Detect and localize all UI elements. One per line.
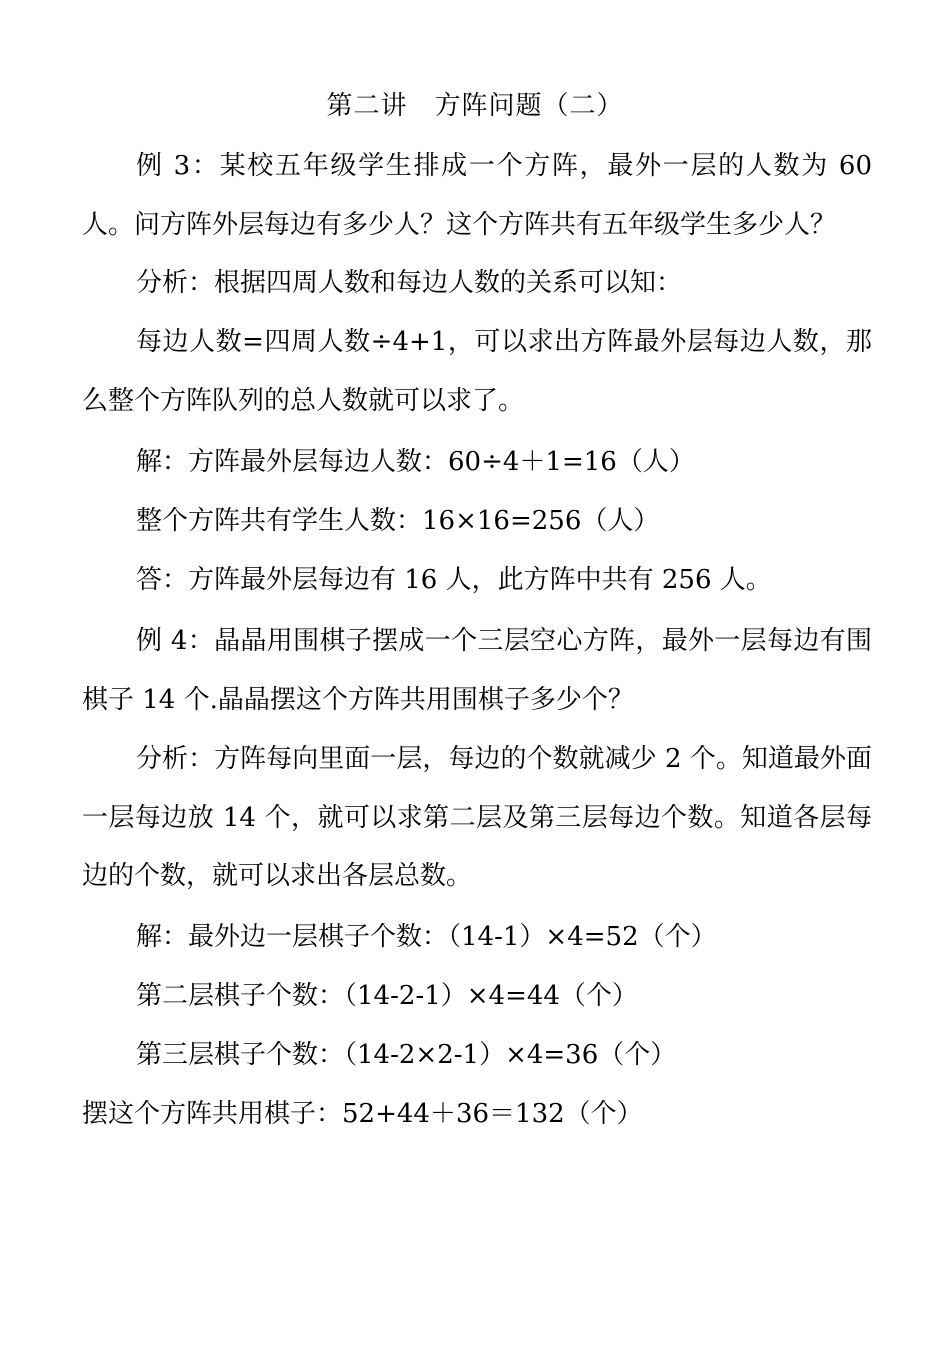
example-4-solution-step-1: 解：最外边一层棋子个数：（14-1）×4=52（个）	[136, 922, 717, 952]
example-4-analysis: 分析：方阵每向里面一层，每边的个数就减少 2 个。知道最外面一层每边放 14 个，就可以求第二层及第三层每边个数。知道各层每边的个数，就可以求出各层总数。	[82, 744, 872, 891]
example-3-formula: 每边人数=四周人数÷4+1，可以求出方阵最外层每边人数，那么整个方阵队列的总人数就可以求了。	[82, 327, 872, 416]
example-4-solution-step-2: 第二层棋子个数：（14-2-1）×4=44（个）	[136, 981, 638, 1011]
example-3-answer: 答：方阵最外层每边有 16 人，此方阵中共有 256 人。	[136, 565, 772, 595]
example-4-question: 例 4：晶晶用围棋子摆成一个三层空心方阵，最外一层每边有围棋子 14 个.晶晶摆这个方阵共用围棋子多少个？	[82, 626, 872, 715]
example-3-question: 例 3：某校五年级学生排成一个方阵，最外一层的人数为 60 人。问方阵外层每边有多少人？这个方阵共有五年级学生多少人？	[82, 151, 872, 240]
example-4-total: 摆这个方阵共用棋子：52+44＋36＝132（个）	[82, 1099, 643, 1129]
page-title: 第二讲 方阵问题（二）	[326, 91, 624, 121]
example-3-solution-step-2: 整个方阵共有学生人数：16×16=256（人）	[136, 506, 660, 536]
example-3-analysis: 分析：根据四周人数和每边人数的关系可以知：	[136, 268, 683, 298]
example-4-solution-step-3: 第三层棋子个数：（14-2×2-1）×4=36（个）	[136, 1040, 677, 1070]
example-3-solution-step-1: 解：方阵最外层每边人数：60÷4＋1=16（人）	[136, 447, 695, 477]
